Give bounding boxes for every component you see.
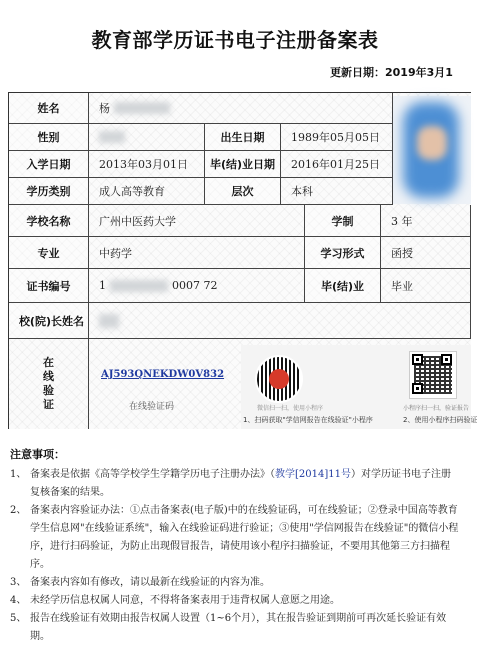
note-item: 3、 备案表内容如有修改，请以最新在线验证的内容为准。 [10, 577, 270, 588]
value-level-type: 成人高等教育 [89, 178, 205, 205]
label-major: 专业 [9, 237, 89, 269]
note-item: 4、 未经学历信息权属人同意，不得将备案表用于违背权属人意愿之用途。 [10, 595, 340, 606]
cert-no-prefix: 1 [99, 279, 106, 292]
label-grad-status: 毕(结)业 [305, 269, 381, 303]
photo-face-pixelated [417, 126, 447, 160]
student-photo [393, 96, 471, 204]
update-date: 更新日期：2019年3月1 [330, 66, 453, 79]
value-name [89, 93, 393, 124]
label-level-type: 学历类别 [9, 178, 89, 205]
notes-title: 注意事项： [10, 448, 65, 461]
value-school: 广州中医药大学 [89, 205, 305, 237]
qr-code-icon[interactable] [409, 351, 457, 399]
label-grad-date: 毕(结)业日期 [205, 151, 281, 178]
mini-hint: 微信扫一扫，使用小程序 [257, 405, 324, 412]
value-cert-no [89, 269, 305, 303]
name-redaction [114, 102, 170, 114]
value-form: 函授 [381, 237, 471, 269]
label-school: 学校名称 [9, 205, 89, 237]
label-enroll: 入学日期 [9, 151, 89, 178]
notes-section [10, 446, 460, 646]
value-grad-status: 毕业 [381, 269, 471, 303]
value-major: 中药学 [89, 237, 305, 269]
xuexin-logo-icon [269, 369, 289, 389]
step1-text: 1、扫码获取"学信网报告在线验证"小程序 [243, 416, 373, 424]
note-item: 5、 报告在线验证有效期由报告权属人设置（1~6个月），其在报告验证到期前可再次延长验证有效期。 [10, 613, 447, 642]
label-years: 学制 [305, 205, 381, 237]
note-item: 2、 备案表内容验证办法：①点击备案表(电子版)中的在线验证码，可在线验证；②登录中国高等教育学生信息网"在线验证系统"，输入在线验证码进行验证；③使用"学信网报告在线验证"的微信小程序，进行扫码验证，为防止出现假冒报告，请使用该小程序扫描验证，不要用其他第三方扫描程序。 [10, 505, 459, 570]
president-redaction [99, 314, 119, 328]
online-verify-label: 在 线 验 证 [9, 339, 89, 429]
verification-code-link[interactable]: AJ593QNEKDW0V832 [101, 369, 225, 380]
hint2: 小程序扫一扫，验证报告 [403, 405, 470, 412]
label-cert-no: 证书编号 [9, 269, 89, 303]
step2-text: 2、使用小程序扫码验证 [403, 416, 477, 424]
value-years: 3 年 [381, 205, 471, 237]
empty-cell [305, 303, 471, 339]
cert-no-suffix: 0007 72 [172, 279, 218, 292]
value-president [89, 303, 305, 339]
name-text: 杨 [99, 102, 110, 115]
registration-form [8, 92, 477, 429]
gender-redaction [99, 131, 125, 143]
value-gender [89, 124, 205, 151]
label-level: 层次 [205, 178, 281, 205]
note-item: 1、 备案表是依据《高等学校学生学籍学历电子注册办法》（教学[2014]11号）对学历证书电子注册复核备案的结果。 [10, 469, 451, 498]
qr-verify-panel [241, 345, 477, 429]
policy-link[interactable]: 教学[2014]11号 [275, 469, 351, 480]
label-name: 姓名 [9, 93, 89, 124]
verification-code-caption: 在线验证码 [129, 402, 175, 412]
value-grad-date: 2016年01月25日 [281, 151, 393, 178]
label-gender: 性别 [9, 124, 89, 151]
label-form: 学习形式 [305, 237, 381, 269]
cert-no-redaction [110, 280, 168, 292]
page-title: 教育部学历证书电子注册备案表 [91, 28, 379, 52]
label-birth: 出生日期 [205, 124, 281, 151]
value-level: 本科 [281, 178, 393, 205]
label-president: 校(院)长姓名 [9, 303, 89, 339]
value-enroll: 2013年03月01日 [89, 151, 205, 178]
value-birth: 1989年05月05日 [281, 124, 393, 151]
